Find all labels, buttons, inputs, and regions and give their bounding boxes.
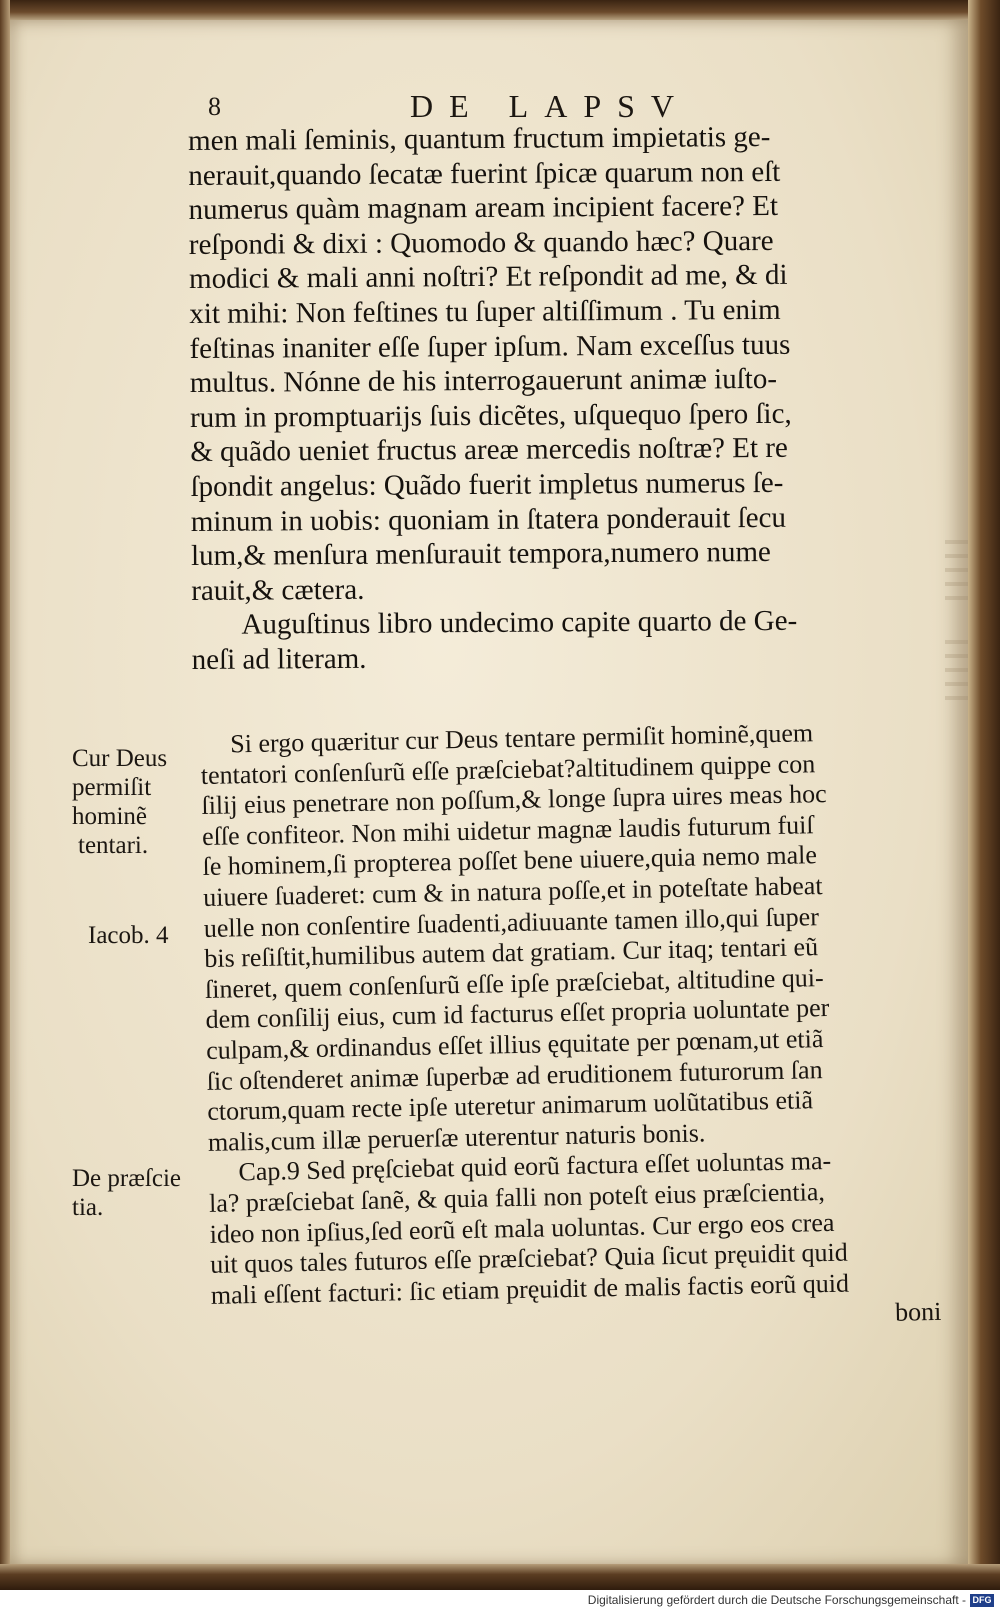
text-line: multus. Nónne de his interrogauerunt animæ iuſto- [189, 363, 778, 400]
text-line: feſtinas inaniter eſſe ſuper ipſum. Nam exceſſus tuus [189, 328, 791, 365]
text-line: ſineret, quem conſenſurũ eſſe ipſe præſciebat, altitudine qui- [204, 962, 824, 1004]
book-edge-bottom [0, 1564, 1000, 1590]
margin-note-line: hominẽ [72, 803, 147, 830]
text-line: uiuere ſuaderet: cum & in natura poſſe,et in poteſtate habeat [202, 871, 823, 912]
dfg-logo: DFG [970, 1594, 994, 1607]
text-line: dem conſilij eius, cum id facturus eſſet propria uoluntate per [205, 993, 830, 1035]
body-text-block [200, 716, 952, 1342]
margin-note-line: Iacob. 4 [88, 922, 169, 949]
text-line: eſſe confiteor. Non mihi uidetur magnæ laudis futurum fuiſ [201, 810, 814, 851]
text-line: uit quos tales futuros eſſe præſciebat? Quia ſicut pręuidit quid [209, 1237, 849, 1279]
text-line: lum,& menſura menſurauit tempora,numero nume [190, 536, 771, 573]
text-line: culpam,& ordinandus eſſet illius ęquitate per pœnam,ut etiã [205, 1024, 824, 1065]
book-edge-top [0, 0, 1000, 22]
book-edge-right [968, 0, 1000, 1590]
text-line: ſic oſtenderet animæ ſuperbæ ad eruditionem futurorum ſan [206, 1054, 823, 1096]
margin-note-line: tentari. [78, 832, 149, 859]
text-line: rum in promptuarijs ſuis dicẽtes, uſquequo ſpero ſic, [189, 397, 792, 434]
section-heading-line: neſi ad literam. [191, 642, 367, 676]
margin-note-line: tia. [72, 1194, 104, 1221]
text-line: ctorum,quam recte ipſe uteretur animarum uolũtatibus etiã [207, 1085, 814, 1127]
running-head: DE LAPSV [410, 88, 691, 124]
text-line: rauit,& cætera. [191, 573, 365, 607]
section-heading-line: Auguſtinus libro undecimo capite quarto de Ge- [241, 605, 798, 641]
margin-note-line: permiſit [72, 774, 152, 801]
text-line: ſilij eius penetrare non poſſum,& longe ſupra uires meas hoc [201, 779, 827, 821]
text-line: minum in uobis: quoniam in ſtatera ponderauit ſecu [190, 501, 787, 538]
catchword: boni [894, 1297, 942, 1328]
text-line: reſpondi & dixi : Quomodo & quando hæc? Quare [188, 224, 774, 261]
text-line: xit mihi: Non feſtines tu ſuper altiſſimum . Tu enim [189, 293, 781, 330]
text-line: nerauit,quando ſecatæ fuerint ſpicæ quarum non eſt [188, 155, 781, 192]
text-line: la? præſciebat ſanẽ, & quia falli non poteſt eius præſcientia, [208, 1176, 826, 1218]
book-edge-left [0, 0, 10, 1590]
text-line: Si ergo quæritur cur Deus tentare permiſit hominẽ,quem [229, 718, 814, 759]
margin-note-line: De præſcie [72, 1165, 181, 1192]
margin-note-line: Cur Deus [72, 745, 168, 772]
margin-note-cur-deus [72, 744, 202, 860]
page-number: 8 [208, 92, 221, 121]
text-line: modici & mali anni noſtri? Et reſpondit ad me, & di [188, 259, 788, 296]
text-line: mali eſſent facturi: ſic etiam pręuidit de malis factis eorũ quid [210, 1268, 850, 1310]
text-line: uelle non conſentire ſuadenti,adiuuante tamen illo,qui ſuper [203, 901, 820, 943]
margin-note-iacob [88, 921, 218, 950]
text-line: tentatori conſenſurũ eſſe præſciebat?altitudinem quippe con [200, 748, 816, 790]
text-line: & quãdo ueniet fructus areæ mercedis noſtræ? Et re [190, 432, 788, 469]
text-line: ideo non ipſius,ſed eorũ eſt mala uoluntas. Cur ergo eos crea [209, 1207, 835, 1249]
main-text-block [188, 119, 932, 678]
text-line: ſe hominem,ſi propterea poſſet bene uiuere,quia nemo male [202, 840, 818, 882]
text-line: men mali ſeminis, quantum fructum impietatis ge- [188, 120, 771, 157]
chapter-line: Cap.9 Sed pręſciebat quid eorũ factura eſſet uoluntas ma- [238, 1146, 832, 1187]
text-line: bis reſiſtit,humilibus autem dat gratiam. Cur itaq; tentari eũ [204, 932, 819, 974]
footer-bar [0, 1590, 1000, 1612]
text-line: ſpondit angelus: Quãdo fuerit impletus numerus ſe- [190, 466, 784, 503]
funding-notice: Digitalisierung gefördert durch die Deutsche Forschungsgemeinschaft - [587, 1593, 966, 1607]
text-line: malis,cum illæ peruerſæ uterentur naturis bonis. [207, 1118, 706, 1157]
text-line: numerus quàm magnam aream incipient facere? Et [188, 190, 779, 227]
margin-note-praescientia [72, 1164, 202, 1222]
